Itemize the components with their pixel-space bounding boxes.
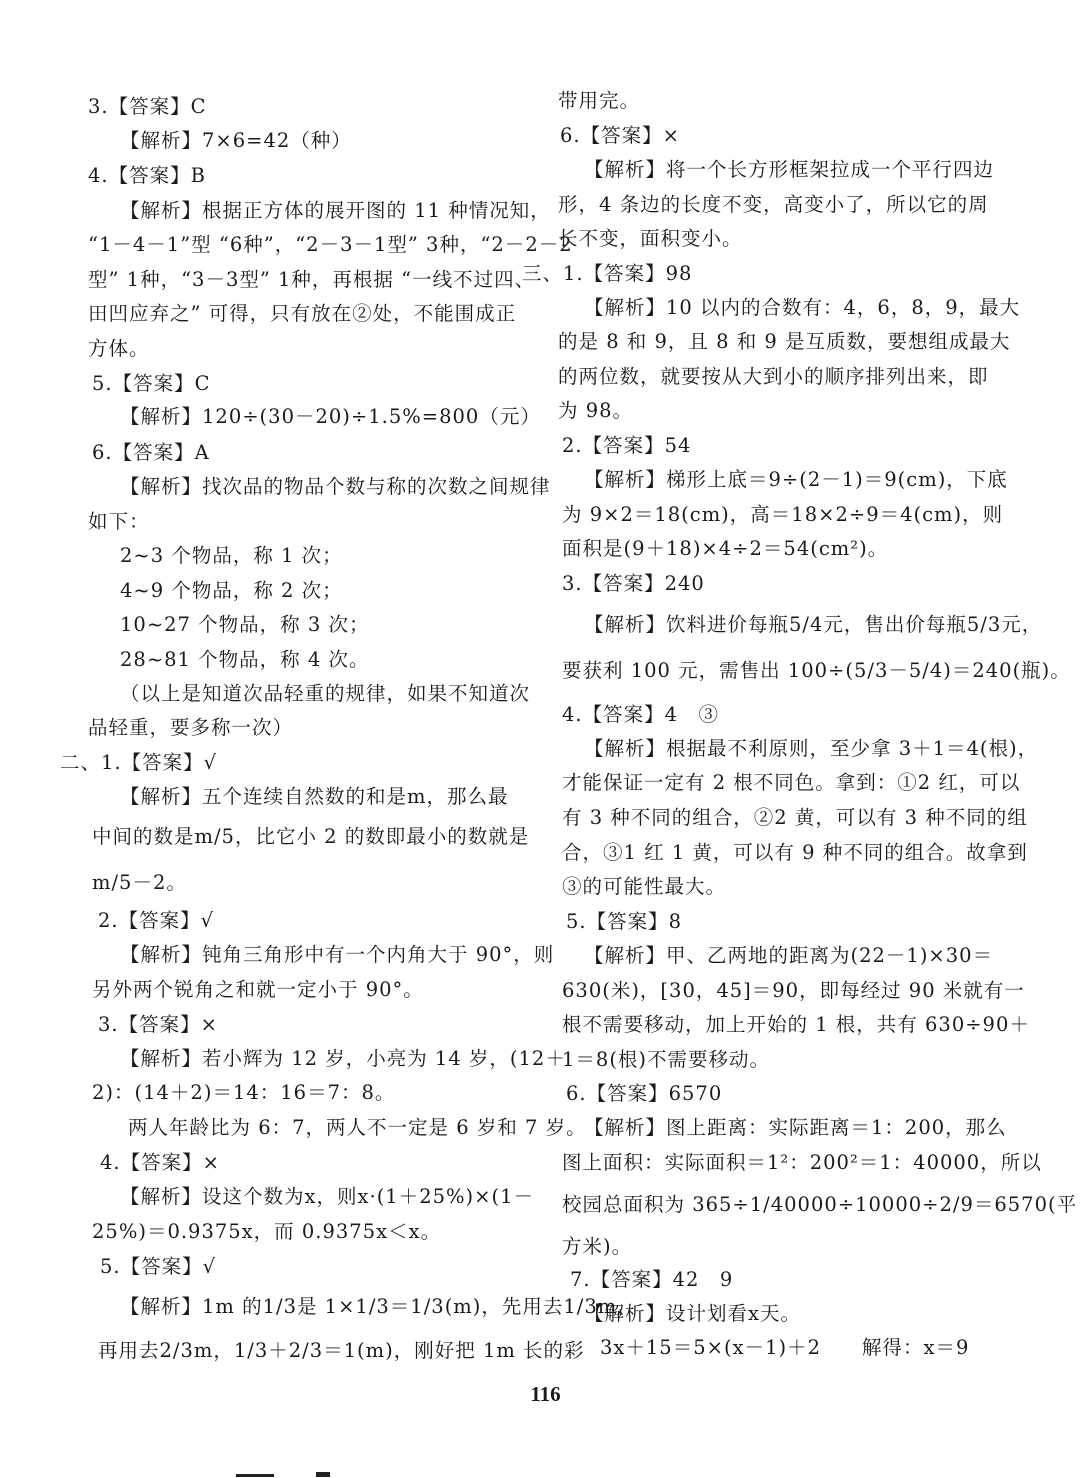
right-column-line: ③的可能性最大。 <box>562 875 727 898</box>
left-column-line: 【解析】根据正方体的展开图的 11 种情况知， <box>120 199 551 222</box>
left-column-line: 【解析】120÷(30－20)÷1.5%=800（元） <box>120 405 541 428</box>
right-column-line: 要获利 100 元，需售出 100÷(5/3－5/4)＝240(瓶)。 <box>562 659 1071 682</box>
right-column-line: 为 9×2＝18(cm)，高＝18×2÷9＝4(cm)，则 <box>562 503 1004 526</box>
bottom-mark <box>316 1472 330 1477</box>
left-column-line: 【解析】钝角三角形中有一个内角大于 90°，则 <box>120 943 555 966</box>
left-column-line: 【解析】7×6=42（种） <box>120 129 352 152</box>
left-column-line: 3.【答案】× <box>98 1013 218 1036</box>
left-column-line: 4.【答案】B <box>88 164 206 187</box>
right-column-line: 3.【答案】240 <box>562 572 705 595</box>
page-number: 116 <box>530 1382 561 1406</box>
left-column-line: 2.【答案】√ <box>98 909 215 932</box>
left-column-line: 【解析】1m 的1/3是 1×1/3＝1/3(m)，先用去1/3m， <box>120 1295 638 1318</box>
right-column-line: 形，4 条边的长度不变，高变小了，所以它的周 <box>558 193 989 216</box>
right-column-line: 7.【答案】42 9 <box>570 1268 734 1291</box>
right-column-line: 6.【答案】× <box>560 124 680 147</box>
right-column-line: 【解析】根据最不利原则，至少拿 3＋1＝4(根)， <box>584 737 1039 760</box>
left-column-line: 5.【答案】C <box>92 372 211 395</box>
right-column-line: 630(米)，[30，45]＝90，即每经过 90 米就有一 <box>562 979 1025 1002</box>
left-column-line: 【解析】若小辉为 12 岁，小亮为 14 岁，(12＋ <box>120 1047 566 1070</box>
left-column-line: 3.【答案】C <box>88 95 207 118</box>
right-column-line: 【解析】饮料进价每瓶5/4元，售出价每瓶5/3元， <box>584 613 1043 636</box>
left-column-line: 5.【答案】√ <box>100 1255 217 1278</box>
left-column-line: 4~9 个物品，称 2 次； <box>120 579 343 602</box>
right-column-line: 4.【答案】4 ③ <box>562 703 720 726</box>
left-column-line: 两人年龄比为 6：7，两人不一定是 6 岁和 7 岁。 <box>128 1116 587 1139</box>
left-column-line: 中间的数是m/5，比它小 2 的数即最小的数就是 <box>92 825 530 848</box>
right-column-line: 带用完。 <box>558 89 641 112</box>
bottom-mark <box>236 1474 274 1477</box>
right-column-line: 方米)。 <box>562 1235 633 1258</box>
left-column-line: 6.【答案】A <box>92 441 210 464</box>
left-column-line: 二、1.【答案】√ <box>60 751 218 774</box>
left-column-line: 2~3 个物品，称 1 次； <box>120 544 343 567</box>
left-column-line: 28~81 个物品，称 4 次。 <box>120 648 370 671</box>
left-column-line: 型” 1种，“3－3型” 1种，再根据 “一线不过四、 <box>88 268 536 291</box>
right-column-line: 长不变，面积变小。 <box>558 227 743 250</box>
left-column-line: 【解析】设这个数为x，则x·(1＋25%)×(1－ <box>120 1185 535 1208</box>
left-column-line: 25%)＝0.9375x，而 0.9375x＜x。 <box>92 1220 442 1243</box>
left-column-line: 如下： <box>88 510 150 533</box>
left-column-line: （以上是知道次品轻重的规律，如果不知道次 <box>120 682 531 705</box>
right-column-line: 根不需要移动，加上开始的 1 根，共有 630÷90＋ <box>562 1013 1030 1036</box>
right-column-line: 2.【答案】54 <box>562 434 692 457</box>
right-column-line: 合，③1 红 1 黄，可以有 9 种不同的组合。故拿到 <box>562 841 1028 864</box>
right-column-line: 面积是(9＋18)×4÷2＝54(cm²)。 <box>562 537 889 560</box>
left-column-line: 另外两个锐角之和就一定小于 90°。 <box>92 978 424 1001</box>
right-column-line: 为 98。 <box>558 399 634 422</box>
left-column-line: 品轻重，要多称一次） <box>88 716 294 739</box>
left-column-line: 再用去2/3m，1/3＋2/3＝1(m)，刚好把 1m 长的彩 <box>98 1339 585 1362</box>
left-column-line: 10~27 个物品，称 3 次； <box>120 613 370 636</box>
right-column-line: 【解析】甲、乙两地的距离为(22－1)×30＝ <box>584 944 994 967</box>
left-column-line: m/5－2。 <box>92 871 187 894</box>
left-column-line: 【解析】五个连续自然数的和是m，那么最 <box>120 785 509 808</box>
right-column-line: 5.【答案】8 <box>566 910 683 933</box>
left-column-line: “1－4－1”型 “6种”，“2－3－1型” 3种，“2－2－2 <box>88 233 573 256</box>
left-column-line: 4.【答案】× <box>100 1151 220 1174</box>
right-column-line: 的是 8 和 9，且 8 和 9 是互质数，要想组成最大 <box>558 330 1011 353</box>
left-column-line: 2)：(14＋2)＝14：16＝7：8。 <box>92 1081 396 1104</box>
left-column-line: 【解析】找次品的物品个数与称的次数之间规律 <box>120 475 551 498</box>
right-column-line: 的两位数，就要按从大到小的顺序排列出来，即 <box>558 365 989 388</box>
right-column-line: 1＝8(根)不需要移动。 <box>562 1048 771 1071</box>
right-column-line: 【解析】图上距离：实际距离＝1：200，那么 <box>584 1116 1007 1139</box>
left-column-line: 方体。 <box>88 337 150 360</box>
right-column-line: 校园总面积为 365÷1/40000÷10000÷2/9＝6570(平 <box>562 1193 1078 1216</box>
right-column-line: 【解析】将一个长方形框架拉成一个平行四边 <box>584 158 995 181</box>
right-column-line: 有 3 种不同的组合，②2 黄，可以有 3 种不同的组 <box>562 806 1028 829</box>
right-column-line: 【解析】梯形上底＝9÷(2－1)＝9(cm)，下底 <box>584 468 1008 491</box>
right-column-line: 才能保证一定有 2 根不同色。拿到：①2 红，可以 <box>562 771 1021 794</box>
right-column-line: 【解析】设计划看x天。 <box>584 1302 801 1325</box>
right-column-line: 图上面积：实际面积＝1²：200²＝1：40000，所以 <box>562 1151 1042 1174</box>
left-column-line: 田凹应弃之” 可得，只有放在②处，不能围成正 <box>88 302 517 325</box>
right-column-line: 3x＋15＝5×(x－1)＋2 解得：x＝9 <box>600 1336 970 1359</box>
right-column-line: 三、1.【答案】98 <box>522 262 693 285</box>
right-column-line: 【解析】10 以内的合数有：4，6，8，9，最大 <box>584 296 1021 319</box>
right-column-line: 6.【答案】6570 <box>566 1082 723 1105</box>
